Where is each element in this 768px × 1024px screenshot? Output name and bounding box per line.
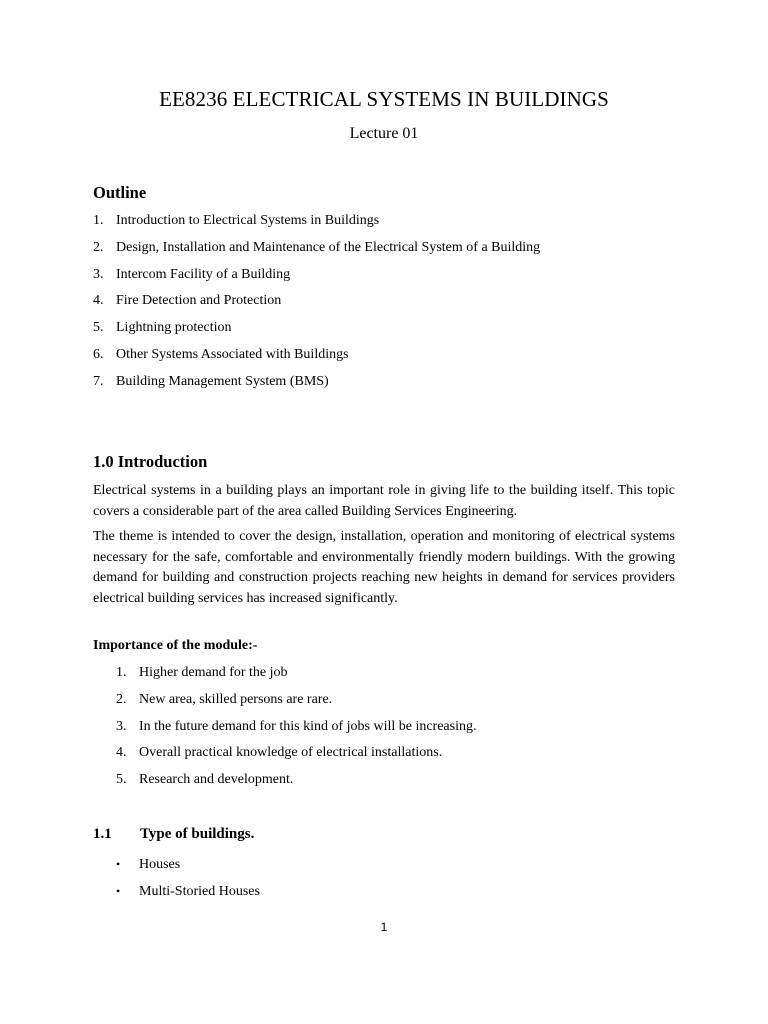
item-text: Design, Installation and Maintenance of the Electrical System of a Building: [116, 239, 541, 255]
item-number: 3.: [93, 266, 104, 282]
item-text: Multi-Storied Houses: [139, 884, 260, 899]
item-text: In the future demand for this kind of jobs will be increasing.: [139, 718, 477, 734]
item-number: 4.: [116, 745, 127, 761]
list-item: [116, 771, 476, 798]
item-number: 5.: [116, 772, 127, 788]
item-number: 5.: [93, 320, 104, 336]
importance-heading: Importance of the module:-: [93, 638, 258, 653]
list-item: [93, 266, 540, 293]
item-text: New area, skilled persons are rare.: [139, 691, 333, 707]
list-item: [116, 664, 476, 691]
item-text: Other Systems Associated with Buildings: [116, 346, 349, 362]
list-item: [116, 718, 476, 745]
intro-paragraph: Electrical systems in a building plays an important role in giving life to the building itself. This topic covers a considerable part of the area called Building Services Engineering.: [93, 483, 675, 519]
list-item: [116, 744, 476, 771]
list-item: [93, 346, 540, 373]
bullet-icon: •: [116, 857, 121, 871]
item-text: Introduction to Electrical Systems in Buildings: [116, 213, 380, 228]
list-item: [93, 319, 540, 346]
item-text: Overall practical knowledge of electrical installations.: [139, 745, 443, 761]
item-number: 3.: [116, 718, 127, 734]
item-text: Fire Detection and Protection: [116, 293, 282, 309]
item-number: 2.: [93, 239, 104, 255]
item-text: Houses: [139, 857, 181, 872]
item-text: Intercom Facility of a Building: [116, 266, 291, 282]
document-title: EE8236 ELECTRICAL SYSTEMS IN BUILDINGS: [159, 87, 609, 111]
list-item: [116, 855, 260, 882]
theme-paragraph: The theme is intended to cover the design, installation, operation and monitoring of electrical systems necessary for the safe, comfortable and environmentally friendly modern buildings. With the growing demand for building and construction projects reaching new heights in demand for services providers electrical building services has increased significantly.: [93, 529, 675, 606]
list-item: [93, 292, 540, 319]
list-item: [116, 882, 260, 909]
list-item: [116, 691, 476, 718]
lecture-subtitle: Lecture 01: [349, 125, 419, 142]
outline-heading: Outline: [93, 183, 147, 202]
item-number: 1.: [93, 213, 104, 228]
list-item: [93, 373, 540, 400]
list-item: [93, 212, 540, 239]
outline-list: [93, 212, 540, 400]
item-text: Higher demand for the job: [139, 665, 288, 680]
section-number: 1.1: [93, 826, 112, 842]
section-title: Type of buildings.: [140, 826, 255, 842]
page-number: 1: [380, 920, 388, 934]
list-item: [93, 239, 540, 266]
item-number: 6.: [93, 346, 104, 362]
item-text: Research and development.: [139, 772, 294, 788]
item-number: 7.: [93, 373, 104, 389]
types-heading: [93, 826, 254, 843]
introduction-heading: 1.0 Introduction: [93, 452, 208, 471]
building-types-list: [116, 855, 260, 909]
item-text: Building Management System (BMS): [116, 373, 329, 389]
importance-list: [116, 664, 476, 798]
item-number: 2.: [116, 691, 127, 707]
item-number: 1.: [116, 665, 127, 680]
bullet-icon: •: [116, 884, 121, 898]
item-number: 4.: [93, 293, 104, 309]
item-text: Lightning protection: [116, 320, 232, 336]
